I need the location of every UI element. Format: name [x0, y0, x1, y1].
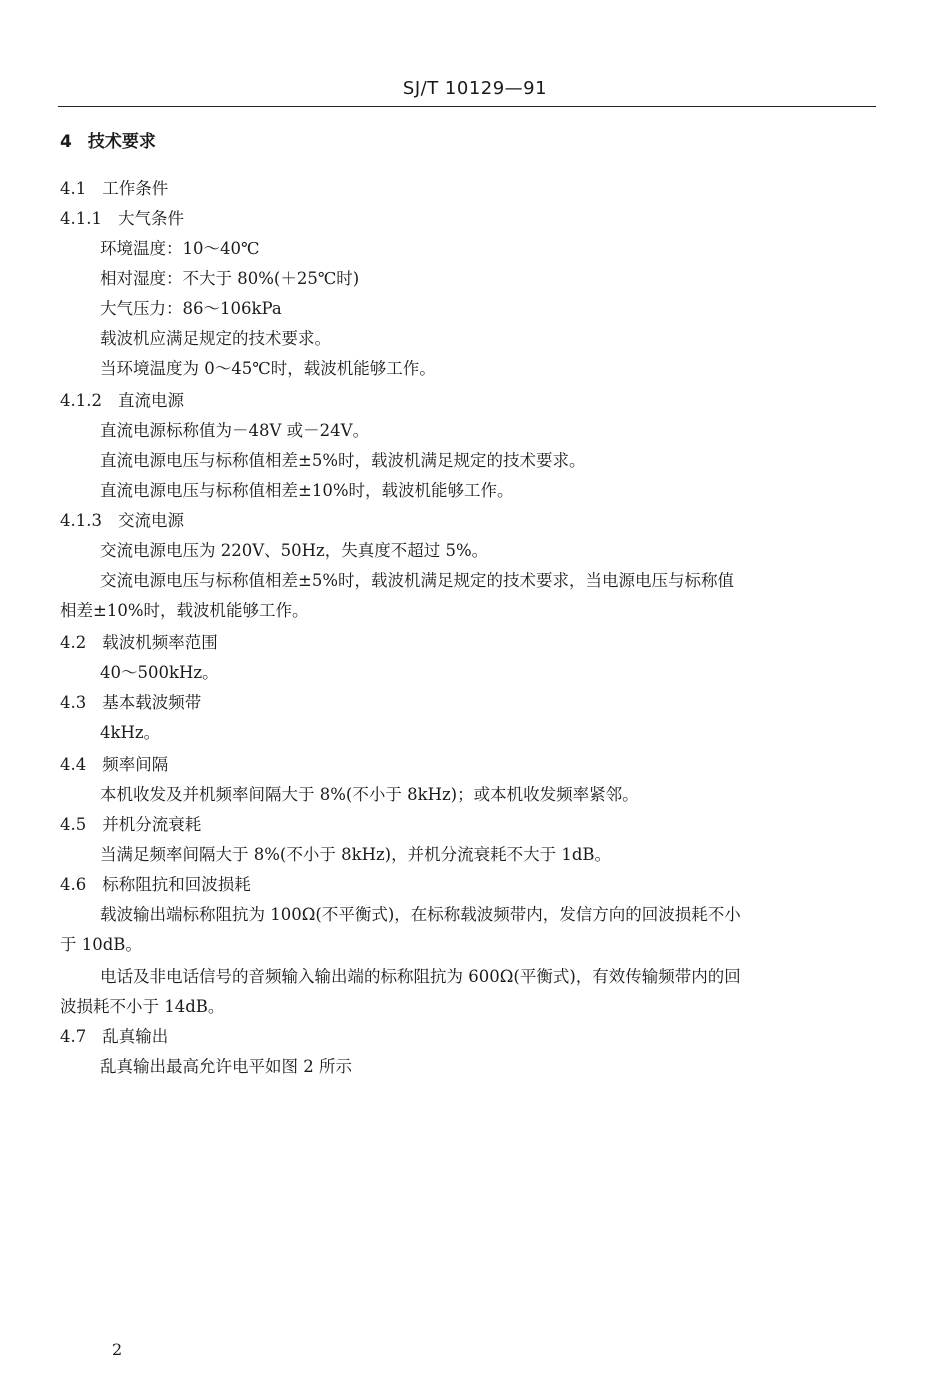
section-title: 并机分流衰耗 — [102, 815, 202, 834]
paragraph-line: 40～500kHz。 — [100, 663, 219, 682]
section-heading-4-1 — [60, 178, 168, 200]
section-heading-4-4 — [60, 754, 168, 776]
paragraph-line: 直流电源标称值为－48V 或－24V。 — [100, 421, 370, 440]
page-number: 2 — [112, 1340, 123, 1359]
paragraph-line: 直流电源电压与标称值相差±10%时，载波机能够工作。 — [100, 481, 514, 500]
paragraph-line: 本机收发及并机频率间隔大于 8%(不小于 8kHz)；或本机收发频率紧邻。 — [100, 785, 639, 804]
section-number: 4.4 — [60, 755, 87, 774]
section-number: 4 — [60, 132, 72, 152]
section-heading-4-1-1 — [60, 208, 184, 230]
section-heading-4-1-2 — [60, 390, 184, 412]
section-title: 标称阻抗和回波损耗 — [102, 875, 251, 894]
paragraph-line: 当满足频率间隔大于 8%(不小于 8kHz)，并机分流衰耗不大于 1dB。 — [100, 845, 612, 864]
section-number: 4.6 — [60, 875, 87, 894]
paragraph-line: 交流电源电压与标称值相差±5%时，载波机满足规定的技术要求，当电源电压与标称值 — [100, 571, 735, 590]
section-number: 4.1.3 — [60, 511, 102, 530]
paragraph-line: 相差±10%时，载波机能够工作。 — [60, 601, 309, 620]
paragraph-line: 电话及非电话信号的音频输入输出端的标称阻抗为 600Ω(平衡式)，有效传输频带内的回 — [100, 967, 741, 986]
section-number: 4.1.1 — [60, 209, 102, 228]
section-title: 技术要求 — [87, 132, 156, 152]
section-number: 4.3 — [60, 693, 87, 712]
section-number: 4.2 — [60, 633, 87, 652]
section-heading-4-6 — [60, 874, 251, 896]
section-heading-4-1-3 — [60, 510, 184, 532]
section-number: 4.7 — [60, 1027, 87, 1046]
paragraph-line: 于 10dB。 — [60, 935, 142, 954]
section-heading-4-2 — [60, 632, 218, 654]
section-heading-4 — [60, 131, 156, 153]
section-title: 大气条件 — [117, 209, 184, 228]
standard-number-header: SJ/T 10129—91 — [402, 78, 548, 99]
paragraph-line: 当环境温度为 0～45℃时，载波机能够工作。 — [100, 359, 436, 378]
paragraph-line: 载波输出端标称阻抗为 100Ω(不平衡式)，在标称载波频带内，发信方向的回波损耗不小 — [100, 905, 741, 924]
paragraph-line: 大气压力：86～106kPa — [100, 299, 282, 318]
section-heading-4-5 — [60, 814, 201, 836]
section-title: 工作条件 — [102, 179, 169, 198]
section-heading-4-7 — [60, 1026, 168, 1048]
section-number: 4.1.2 — [60, 391, 102, 410]
section-title: 基本载波频带 — [102, 693, 202, 712]
section-title: 交流电源 — [117, 511, 184, 530]
section-title: 频率间隔 — [102, 755, 169, 774]
paragraph-line: 4kHz。 — [100, 723, 161, 742]
paragraph-line: 直流电源电压与标称值相差±5%时，载波机满足规定的技术要求。 — [100, 451, 586, 470]
paragraph-line: 交流电源电压为 220V、50Hz，失真度不超过 5%。 — [100, 541, 489, 560]
section-title: 载波机频率范围 — [102, 633, 218, 652]
section-title: 乱真输出 — [102, 1027, 169, 1046]
paragraph-line: 载波机应满足规定的技术要求。 — [100, 329, 331, 348]
header-rule — [58, 106, 876, 107]
section-number: 4.1 — [60, 179, 87, 198]
paragraph-line: 波损耗不小于 14dB。 — [60, 997, 225, 1016]
section-title: 直流电源 — [117, 391, 184, 410]
paragraph-line: 环境温度：10～40℃ — [100, 239, 260, 258]
section-heading-4-3 — [60, 692, 201, 714]
paragraph-line: 相对湿度：不大于 80%(＋25℃时) — [100, 269, 360, 288]
paragraph-line: 乱真输出最高允许电平如图 2 所示 — [100, 1057, 352, 1076]
section-number: 4.5 — [60, 815, 87, 834]
